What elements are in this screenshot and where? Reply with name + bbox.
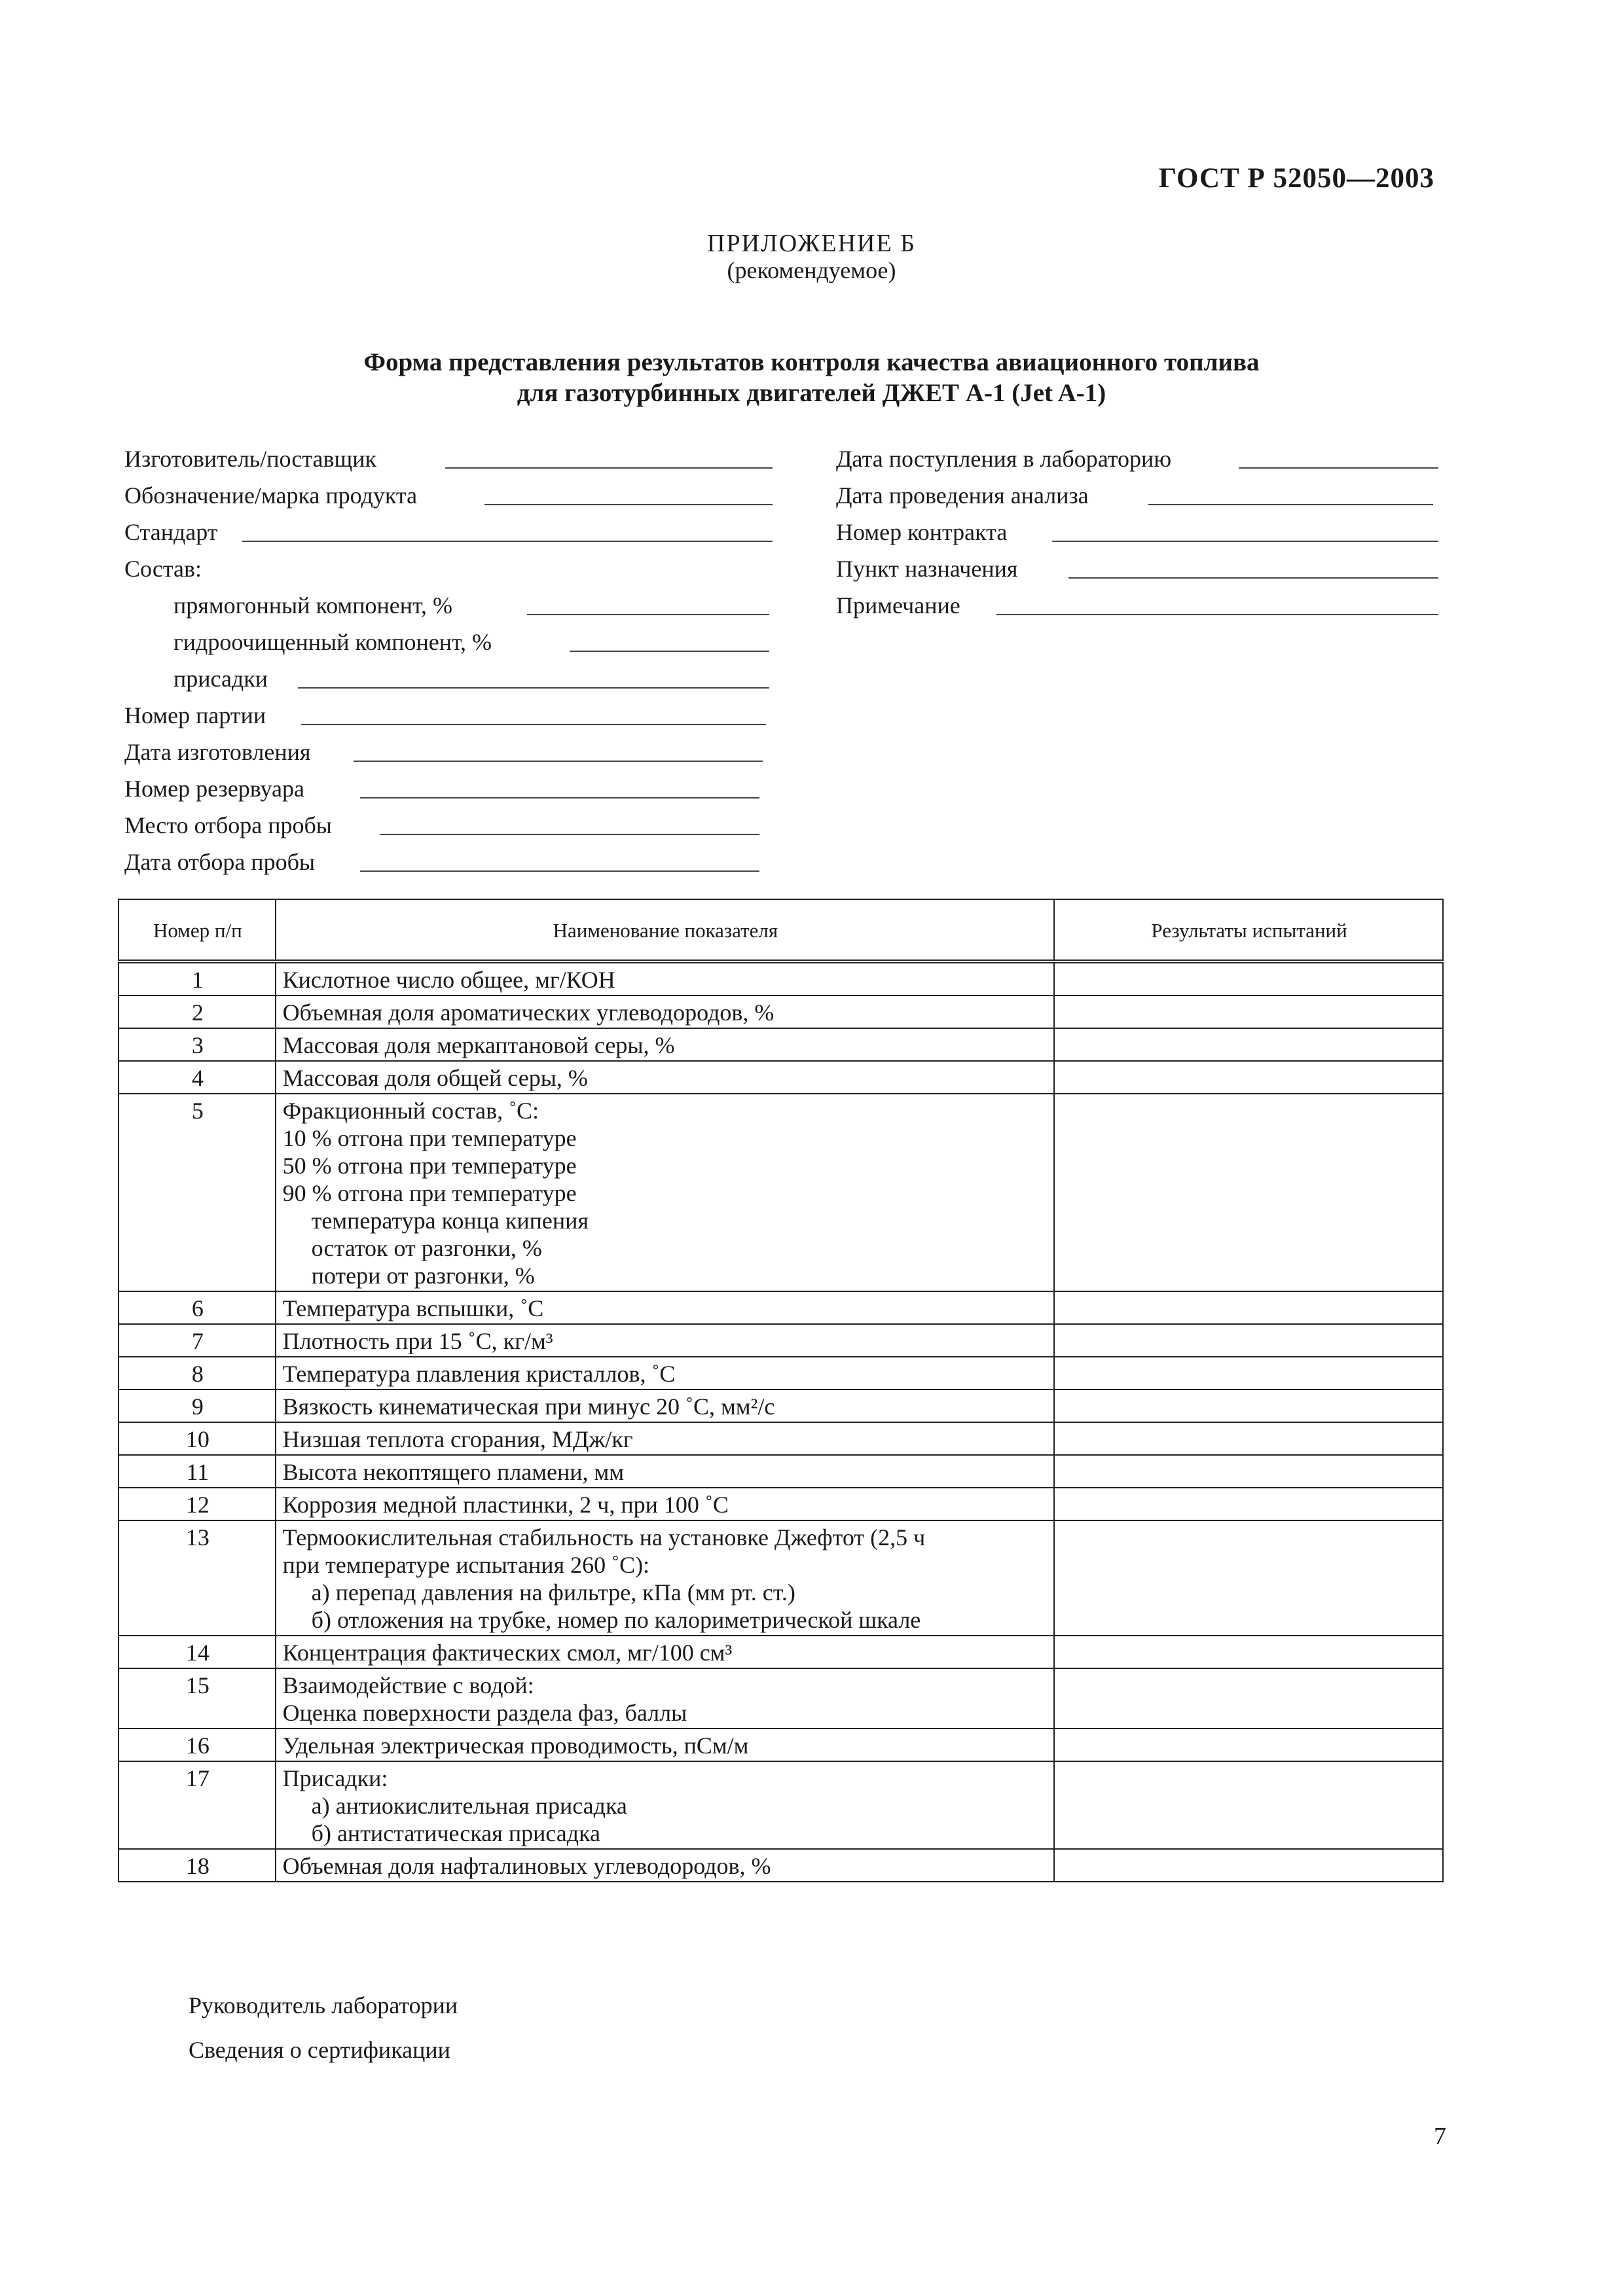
lab-date-field[interactable] <box>836 445 1438 474</box>
indicator-line: Вязкость кинематическая при минус 20 ˚С, мм²/с <box>282 1393 775 1420</box>
indicator-line: 90 % отгона при температуре <box>282 1180 577 1206</box>
appendix-subtitle: (рекомендуемое) <box>727 257 896 283</box>
sample-place-label: Место отбора пробы <box>124 812 332 838</box>
table-row <box>119 1488 1443 1520</box>
indicator-name <box>276 1390 1054 1422</box>
result-cell[interactable] <box>1054 1422 1443 1455</box>
analysis-date-line[interactable] <box>1148 504 1433 505</box>
table-row <box>119 1636 1443 1668</box>
sample-place-line[interactable] <box>380 834 759 835</box>
hydrotreated-field[interactable] <box>173 628 769 657</box>
results-table <box>118 899 1444 1882</box>
indicator-name <box>276 996 1054 1028</box>
table-row <box>119 1729 1443 1761</box>
result-cell[interactable] <box>1054 1849 1443 1882</box>
indicator-line: Массовая доля меркаптановой серы, % <box>282 1032 675 1058</box>
straight-run-label: прямогонный компонент, % <box>173 592 453 619</box>
indicator-name <box>276 1761 1054 1849</box>
col-header-results: Результаты испытаний <box>1054 899 1443 961</box>
note-line[interactable] <box>996 614 1438 615</box>
table-row <box>119 1422 1443 1455</box>
indicator-line: Термоокислительная стабильность на установке Джефтот (2,5 ч <box>282 1524 926 1551</box>
page-number: 7 <box>1434 2123 1446 2150</box>
row-number: 4 <box>119 1061 276 1094</box>
indicator-line: Удельная электрическая проводимость, пСм/м <box>282 1732 749 1759</box>
form-title-line-2: для газотурбинных двигателей ДЖЕТ А-1 (Jet A-1) <box>517 379 1106 407</box>
standard-number: ГОСТ Р 52050—2003 <box>1158 163 1434 194</box>
indicator-line: а) перепад давления на фильтре, кПа (мм рт. ст.) <box>311 1579 795 1605</box>
analysis-date-label: Дата проведения анализа <box>836 482 1089 509</box>
batch-line[interactable] <box>301 724 766 725</box>
manufacturer-field[interactable] <box>124 445 773 474</box>
indicator-line: Объемная доля ароматических углеводородов, % <box>282 999 775 1026</box>
indicator-line: Кислотное число общее, мг/КОН <box>282 967 615 993</box>
table-row <box>119 1324 1443 1357</box>
composition-label: Состав: <box>124 556 202 582</box>
lab-date-line[interactable] <box>1239 467 1438 469</box>
table-row <box>119 1520 1443 1636</box>
standard-line[interactable] <box>242 541 773 542</box>
indicator-line: Коррозия медной пластинки, 2 ч, при 100 ˚С <box>282 1492 729 1518</box>
row-number: 11 <box>119 1455 276 1488</box>
contract-line[interactable] <box>1052 541 1438 542</box>
result-cell[interactable] <box>1054 1488 1443 1520</box>
indicator-line: при температуре испытания 260 ˚С): <box>282 1552 650 1578</box>
made-date-label: Дата изготовления <box>124 739 311 765</box>
indicator-line: Объемная доля нафталиновых углеводородов, % <box>282 1853 771 1879</box>
made-date-line[interactable] <box>354 761 763 762</box>
note-label: Примечание <box>836 592 960 619</box>
row-number: 10 <box>119 1422 276 1455</box>
table-row <box>119 1668 1443 1729</box>
result-cell[interactable] <box>1054 1291 1443 1324</box>
row-number: 15 <box>119 1668 276 1729</box>
indicator-line: Температура плавления кристаллов, ˚С <box>282 1361 676 1387</box>
indicator-name <box>276 1028 1054 1061</box>
sample-date-field[interactable] <box>124 848 759 877</box>
row-number: 6 <box>119 1291 276 1324</box>
indicator-line: Фракционный состав, ˚С: <box>282 1098 539 1124</box>
contract-label: Номер контракта <box>836 519 1008 545</box>
analysis-date-field[interactable] <box>836 482 1433 511</box>
indicator-line: 50 % отгона при температуре <box>282 1153 577 1179</box>
table-row <box>119 1094 1443 1291</box>
product-label: Обозначение/марка продукта <box>124 482 418 509</box>
row-number: 17 <box>119 1761 276 1849</box>
indicator-line: потери от разгонки, % <box>311 1263 535 1289</box>
hydrotreated-line[interactable] <box>570 651 769 652</box>
note-field[interactable] <box>836 592 1438 620</box>
hydrotreated-label: гидроочищенный компонент, % <box>173 629 492 655</box>
table-row <box>119 1455 1443 1488</box>
form-title <box>0 347 1623 408</box>
result-cell[interactable] <box>1054 1028 1443 1061</box>
row-number: 16 <box>119 1729 276 1761</box>
indicator-line: а) антиокислительная присадка <box>311 1793 627 1819</box>
row-number: 18 <box>119 1849 276 1882</box>
table-header-row <box>119 899 1443 961</box>
indicator-name <box>276 1668 1054 1729</box>
indicator-line: Высота некоптящего пламени, мм <box>282 1459 625 1485</box>
table-row <box>119 1390 1443 1422</box>
indicator-line: Взаимодействие с водой: <box>282 1672 534 1698</box>
indicator-line: Присадки: <box>282 1765 388 1791</box>
row-number: 9 <box>119 1390 276 1422</box>
result-cell[interactable] <box>1054 1729 1443 1761</box>
product-line[interactable] <box>484 504 773 505</box>
destination-line[interactable] <box>1068 577 1438 579</box>
additives-line[interactable] <box>298 687 769 689</box>
indicator-line: Низшая теплота сгорания, МДж/кг <box>282 1426 633 1452</box>
indicator-line: Оценка поверхности раздела фаз, баллы <box>282 1700 687 1726</box>
table-row <box>119 1061 1443 1094</box>
manufacturer-label: Изготовитель/поставщик <box>124 446 376 472</box>
indicator-line: Плотность при 15 ˚С, кг/м³ <box>282 1328 553 1354</box>
indicator-line: температура конца кипения <box>311 1208 589 1234</box>
result-cell[interactable] <box>1054 996 1443 1028</box>
row-number: 8 <box>119 1357 276 1390</box>
indicator-line: остаток от разгонки, % <box>311 1235 542 1261</box>
straight-run-field[interactable] <box>173 592 769 620</box>
indicator-line: б) отложения на трубке, номер по калориметрической шкале <box>311 1607 921 1633</box>
made-date-field[interactable] <box>124 738 763 767</box>
indicator-line: б) антистатическая присадка <box>311 1820 600 1846</box>
indicator-name <box>276 1455 1054 1488</box>
result-cell[interactable] <box>1054 1520 1443 1636</box>
row-number: 7 <box>119 1324 276 1357</box>
row-number: 3 <box>119 1028 276 1061</box>
batch-field[interactable] <box>124 702 766 730</box>
result-cell[interactable] <box>1054 1761 1443 1849</box>
tank-field[interactable] <box>124 775 759 804</box>
indicator-line: 10 % отгона при температуре <box>282 1125 577 1151</box>
table-row <box>119 1028 1443 1061</box>
row-number: 13 <box>119 1520 276 1636</box>
product-field[interactable] <box>124 482 773 511</box>
row-number: 14 <box>119 1636 276 1668</box>
result-cell[interactable] <box>1054 1668 1443 1729</box>
standard-field[interactable] <box>124 518 773 547</box>
indicator-name <box>276 1520 1054 1636</box>
indicator-name <box>276 1291 1054 1324</box>
row-number: 1 <box>119 961 276 996</box>
row-number: 2 <box>119 996 276 1028</box>
col-header-indicator: Наименование показателя <box>276 899 1054 961</box>
indicator-name <box>276 1849 1054 1882</box>
appendix-title: ПРИЛОЖЕНИЕ Б <box>707 230 916 257</box>
standard-label: Стандарт <box>124 519 218 545</box>
indicator-name <box>276 1094 1054 1291</box>
tank-label: Номер резервуара <box>124 776 304 802</box>
lab-head-label: Руководитель лаборатории <box>189 1992 458 2018</box>
result-cell[interactable] <box>1054 1324 1443 1357</box>
result-cell[interactable] <box>1054 1636 1443 1668</box>
col-header-number: Номер п/п <box>119 899 276 961</box>
indicator-name <box>276 1061 1054 1094</box>
indicator-line: Массовая доля общей серы, % <box>282 1065 588 1091</box>
form-title-line-1: Форма представления результатов контроля качества авиационного топлива <box>363 348 1260 376</box>
result-cell[interactable] <box>1054 1455 1443 1488</box>
indicator-name <box>276 1357 1054 1390</box>
table-row <box>119 1761 1443 1849</box>
indicator-name <box>276 1488 1054 1520</box>
certification-label: Сведения о сертификации <box>189 2037 450 2063</box>
indicator-name <box>276 1636 1054 1668</box>
table-row <box>119 996 1443 1028</box>
batch-label: Номер партии <box>124 702 266 728</box>
tank-line[interactable] <box>360 797 759 798</box>
result-cell[interactable] <box>1054 1357 1443 1390</box>
indicator-name <box>276 961 1054 996</box>
lab-date-label: Дата поступления в лабораторию <box>836 446 1172 472</box>
table-row <box>119 1357 1443 1390</box>
additives-field[interactable] <box>173 665 769 694</box>
result-cell[interactable] <box>1054 1061 1443 1094</box>
table-row <box>119 1291 1443 1324</box>
contract-field[interactable] <box>836 518 1438 547</box>
row-number: 5 <box>119 1094 276 1291</box>
indicator-name <box>276 1422 1054 1455</box>
table-row <box>119 1849 1443 1882</box>
indicator-line: Температура вспышки, ˚С <box>282 1295 544 1321</box>
indicator-name <box>276 1324 1054 1357</box>
sample-date-label: Дата отбора пробы <box>124 849 316 875</box>
result-cell[interactable] <box>1054 961 1443 996</box>
additives-label: присадки <box>173 666 268 692</box>
indicator-line: Концентрация фактических смол, мг/100 см³ <box>282 1640 733 1666</box>
sample-place-field[interactable] <box>124 812 759 840</box>
table-row <box>119 961 1443 996</box>
manufacturer-line[interactable] <box>445 467 773 469</box>
result-cell[interactable] <box>1054 1390 1443 1422</box>
indicator-name <box>276 1729 1054 1761</box>
result-cell[interactable] <box>1054 1094 1443 1291</box>
destination-label: Пункт назначения <box>836 556 1018 582</box>
row-number: 12 <box>119 1488 276 1520</box>
destination-field[interactable] <box>836 555 1438 584</box>
sample-date-line[interactable] <box>360 870 759 872</box>
straight-run-line[interactable] <box>527 614 769 615</box>
